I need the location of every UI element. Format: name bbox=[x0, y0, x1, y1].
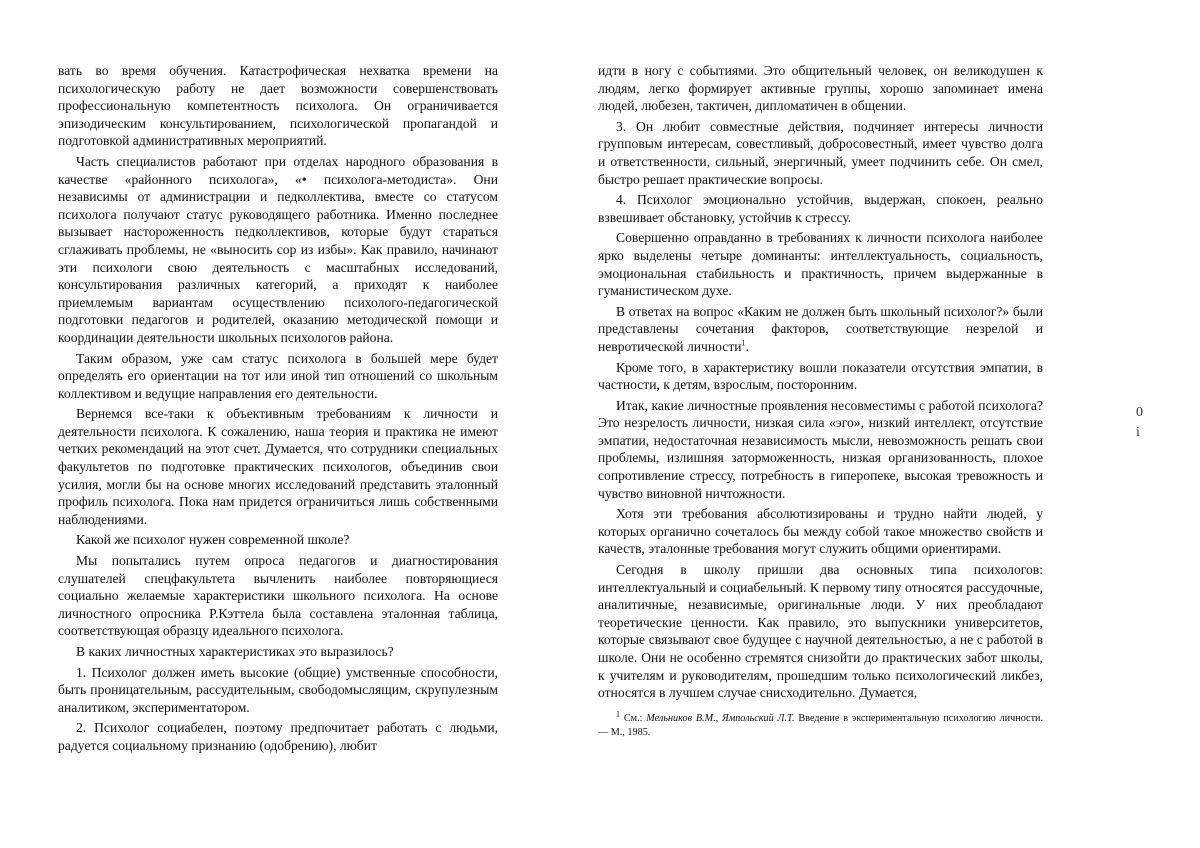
footnote bbox=[598, 709, 1044, 740]
paragraph-text: В ответах на вопрос «Каким не должен быть школьный психолог?» были представлены сочетания факторов, соответствующие незрелой и невротической личности bbox=[598, 303, 1043, 354]
paragraph: 3. Он любит совместные действия, подчиняет интересы личности групповым интересам, совестливый, добросовестный, имеет чувство долга и ответственности, сильный, энергичный, умеет подчинить себе. Он смел, быстро решает практические вопросы. bbox=[598, 118, 1043, 187]
paragraph: идти в ногу с событиями. Это общительный человек, он великодушен к людям, легко формирует активные группы, хорошо запоминает имена людей, любезен, тактичен, дипломатичен в общении. bbox=[598, 63, 1043, 114]
margin-mark: i bbox=[1136, 425, 1140, 440]
paragraph: Совершенно оправданно в требованиях к личности психолога наиболее ярко выделены четыре доминанты: интеллектуальность, социальность, эмоциональная стабильность и практичность, причем выдержанные в гуманистическом духе. bbox=[598, 230, 1043, 299]
paragraph-with-footnote-ref: В ответах на вопрос «Каким не должен быть школьный психолог?» были представлены сочетания факторов, соответствующие незрелой и невротической личности$^1$. bbox=[598, 303, 1043, 354]
paragraph: Сегодня в школу пришли два основных типа психологов: интеллектуальный и социабельный. К первому типу относятся рассудочные, аналитичные, независимые, оригинальные люди. У них преобладают теоретические ценности. Как правило, это выпускники университетов, которые связывают свое будущее с научной деятельностью, а не с работой в школе. Они не особенно стремятся снизойти до практических забот школы, к учителям и руководителям, прошедшим только психологический ликбез, относятся в лучшем случае снисходительно. Думается, bbox=[598, 562, 1043, 701]
margin-mark: 0 bbox=[1136, 405, 1143, 420]
paragraph: Кроме того, в характеристику вошли показатели отсутствия эмпатии, в частности, к детям, взрослым, посторонним. bbox=[598, 359, 1043, 393]
footnote-reference: 1 bbox=[741, 338, 746, 348]
paragraph: Мы попытались путем опроса педагогов и диагностирования слушателей спецфакультета вычленить наиболее повторяющиеся социально желаемые характеристики школьного психолога. На основе личностного опросника Р.Кэттела была составлена эталонная таблица, соответствующая образцу идеального психолога. bbox=[58, 553, 498, 639]
paragraph: Какой же психолог нужен современной школе? bbox=[76, 532, 350, 548]
paragraph: В каких личностных характеристиках это выразилось? bbox=[76, 644, 394, 659]
paragraph: Хотя эти требования абсолютизированы и трудно найти людей, у которых органично сочеталось бы между собой такое множество свойств и качеств, эталонные требования могут служить общими ориентирами. bbox=[598, 506, 1043, 557]
footnote-prefix: См.: bbox=[623, 712, 643, 724]
paragraph: Вернемся все-таки к объективным требованиям к личности и деятельности психолога. К сожалению, наша теория и практика не имеют четких рекомендаций на этот счет. Думается, что сотрудники специальных факультетов по подготовке практических психологов, объединив свои усилия, могли бы на основе многих исследований представить эталонный профиль психолога. Пока нам придется ограничиться лишь собственными наблюдениями. bbox=[58, 406, 498, 527]
footnote-authors: Мельников В.М., Ямпольский Л.Т. bbox=[646, 712, 795, 724]
footnote-text: Введение в экспериментальную психологию личности. — М., 1985. bbox=[598, 712, 1044, 738]
paragraph: 1. Психолог должен иметь высокие (общие) умственные способности, быть проницательным, рассудительным, свободомыслящим, скрупулезным аналитиком, экспериментатором. bbox=[58, 664, 498, 715]
left-page bbox=[58, 62, 498, 758]
paragraph: вать во время обучения. Катастрофическая нехватка времени на психологическую работу не дает возможности совершенствовать профессиональную компетентность психолога. Он ограничивается эпизодическим консультированием, психологической пропагандой и подготовкой административных мероприятий. bbox=[58, 63, 498, 149]
paragraph: Итак, какие личностные проявления несовместимы с работой психолога? Это незрелость личности, низкая сила «эго», низкий интеллект, отсутствие эмпатии, недостаточная независимость мысли, невозможность решать свои проблемы, излишняя заторможенность, низкая организованность, плохое сопротивление стрессу, потребность в гиперопеке, высокая тревожность и чувство виновной ничтожности. bbox=[598, 397, 1043, 501]
footnote-marker: 1 bbox=[616, 709, 620, 719]
paragraph: 4. Психолог эмоционально устойчив, выдержан, спокоен, реально взвешивает обстановку, устойчив к стрессу. bbox=[598, 192, 1043, 225]
margin-marks bbox=[1136, 403, 1143, 443]
paragraph: 2. Психолог социабелен, поэтому предпочитает работать с людьми, радуется социальному признанию (одобрению), любит bbox=[58, 720, 498, 753]
right-page bbox=[598, 62, 1043, 740]
paragraph: Таким образом, уже сам статус психолога в большей мере будет определять его ориентации на тот или иной тип отношений со школьным коллективом и ведущие направления его деятельности. bbox=[58, 350, 498, 401]
paragraph: Часть специалистов работают при отделах народного образования в качестве «районного психолога», «• психолога-методиста». Они независимы от администрации и педколлектива, вместе со статусом психолога получают статус руководящего работника. Именно последнее вызывает настороженность педколлективов, которые будут стараться сглаживать проблемы, не «выносить сор из избы». Как правило, начинают эти психологи свою деятельность с масштабных исследований, консультирования различных категорий, а приходят к наиболее приемлемым вариантам осуществлению психолого-педагогической подготовки педагогов и родителей, оказанию методической помощи и координации деятельности школьных психологов района. bbox=[58, 153, 498, 345]
